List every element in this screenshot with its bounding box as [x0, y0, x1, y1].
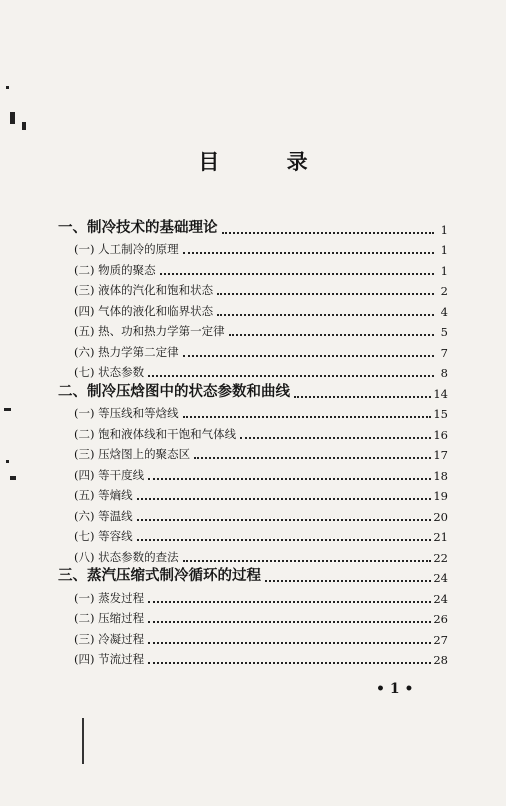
toc-entry-label: (一) 人工制冷的原理: [74, 242, 179, 256]
toc-entry-label: (五) 热、功和热力学第一定律: [74, 324, 225, 338]
scan-speck: [6, 460, 9, 463]
scan-speck: [4, 408, 11, 411]
dot-leader: [137, 529, 432, 541]
toc-entry-page: 7: [440, 345, 448, 360]
toc-section-row: [58, 462, 448, 483]
toc-entry-page: 18: [433, 468, 448, 483]
toc-entry-page: 1: [440, 222, 448, 237]
dot-leader: [148, 652, 431, 664]
dot-leader: [183, 345, 434, 357]
table-of-contents: [58, 216, 448, 667]
toc-section-row: [58, 298, 448, 319]
toc-section-row: [58, 319, 448, 340]
toc-chapter-row: [58, 216, 448, 237]
dot-leader: [137, 509, 432, 521]
page-title: 目 录: [198, 149, 338, 174]
toc-entry-page: 27: [433, 632, 448, 647]
toc-section-row: [58, 442, 448, 463]
toc-entry-label: (三) 冷凝过程: [74, 631, 145, 646]
dot-leader: [160, 263, 434, 275]
toc-entry-page: 20: [433, 509, 448, 524]
dot-leader: [183, 242, 434, 254]
dot-leader: [217, 283, 434, 295]
dot-leader: [183, 406, 432, 418]
toc-entry-label: (七) 等容线: [74, 529, 133, 543]
toc-entry-label: (四) 气体的液化和临界状态: [74, 303, 214, 318]
toc-entry-label: (一) 蒸发过程: [74, 590, 145, 605]
toc-entry-page: 8: [440, 366, 448, 380]
toc-entry-page: 16: [433, 427, 448, 442]
toc-entry-page: 14: [433, 386, 448, 401]
toc-entry-page: 1: [440, 243, 448, 257]
toc-entry-page: 28: [433, 653, 448, 667]
dot-leader: [222, 222, 435, 234]
dot-leader: [148, 611, 431, 623]
scan-speck: [10, 112, 15, 124]
toc-entry-label: 二、制冷压焓图中的状态参数和曲线: [58, 382, 290, 400]
toc-section-row: [58, 483, 448, 504]
toc-section-row: [58, 339, 448, 360]
toc-section-row: [58, 401, 448, 422]
dot-leader: [217, 304, 434, 316]
toc-section-row: [58, 606, 448, 627]
toc-entry-label: (二) 物质的聚态: [74, 262, 156, 277]
toc-entry-label: (六) 等温线: [74, 508, 133, 523]
dot-leader: [194, 447, 431, 459]
toc-section-row: [58, 626, 448, 647]
toc-section-row: [58, 360, 448, 381]
toc-entry-label: (四) 等干度线: [74, 467, 145, 482]
toc-entry-page: 1: [440, 263, 448, 278]
dot-leader: [148, 591, 431, 603]
toc-entry-label: (六) 热力学第二定律: [74, 344, 179, 359]
page-number: • 1 •: [376, 681, 414, 697]
toc-entry-page: 17: [433, 448, 448, 462]
toc-section-row: [58, 503, 448, 524]
toc-section-row: [58, 278, 448, 299]
toc-entry-label: 一、制冷技术的基础理论: [58, 218, 218, 236]
toc-entry-page: 22: [433, 550, 448, 565]
toc-entry-page: 21: [433, 530, 448, 544]
toc-chapter-row: [58, 565, 448, 586]
dot-leader: [148, 365, 434, 377]
toc-section-row: [58, 237, 448, 258]
scan-speck: [10, 476, 16, 480]
toc-section-row: [58, 647, 448, 668]
dot-leader: [137, 488, 432, 500]
toc-entry-page: 15: [433, 407, 448, 421]
toc-entry-page: 5: [440, 325, 448, 339]
toc-entry-page: 19: [433, 489, 448, 503]
scan-edge-line: [82, 718, 84, 764]
toc-section-row: [58, 585, 448, 606]
toc-entry-label: (七) 状态参数: [74, 365, 145, 379]
toc-section-row: [58, 524, 448, 545]
toc-entry-page: 24: [433, 591, 448, 606]
dot-leader: [294, 386, 431, 398]
dot-leader: [148, 468, 431, 480]
toc-entry-page: 4: [440, 304, 448, 319]
scan-speck: [6, 86, 9, 89]
toc-entry-label: (二) 压缩过程: [74, 611, 145, 625]
toc-entry-page: 2: [440, 284, 448, 298]
dot-leader: [240, 427, 431, 439]
toc-entry-label: (四) 节流过程: [74, 652, 145, 666]
toc-section-row: [58, 257, 448, 278]
toc-section-row: [58, 421, 448, 442]
toc-entry-label: (八) 状态参数的查法: [74, 549, 179, 564]
dot-leader: [229, 324, 434, 336]
dot-leader: [148, 632, 431, 644]
toc-entry-page: 26: [433, 612, 448, 626]
toc-entry-label: 三、蒸汽压缩式制冷循环的过程: [58, 567, 261, 584]
toc-chapter-row: [58, 380, 448, 401]
toc-entry-page: 24: [433, 571, 448, 585]
toc-section-row: [58, 544, 448, 565]
toc-entry-label: (一) 等压线和等焓线: [74, 406, 179, 420]
toc-entry-label: (二) 饱和液体线和干饱和气体线: [74, 426, 237, 441]
toc-entry-label: (五) 等熵线: [74, 488, 133, 502]
toc-entry-label: (三) 压焓图上的聚态区: [74, 447, 191, 461]
dot-leader: [183, 550, 432, 562]
dot-leader: [265, 570, 431, 582]
scan-speck: [22, 122, 26, 130]
toc-entry-label: (三) 液体的汽化和饱和状态: [74, 283, 214, 297]
